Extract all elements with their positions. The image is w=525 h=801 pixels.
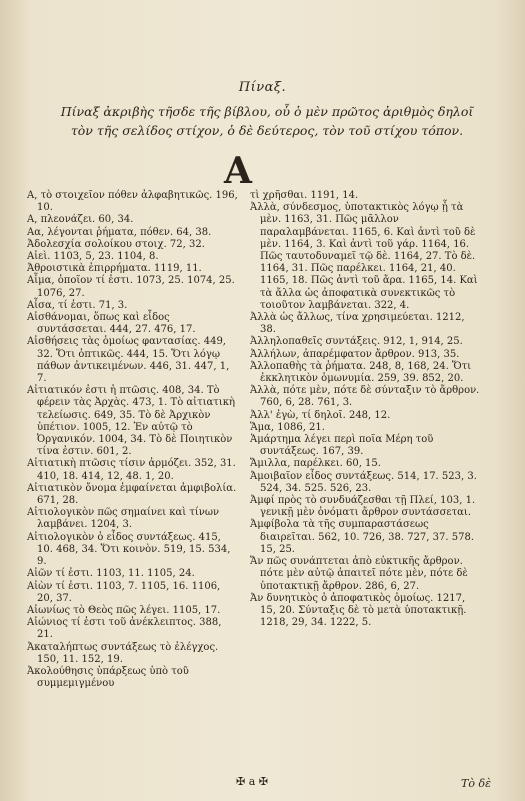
index-entry: Ἀδολεσχία σολοίκου στοιχ. 72, 32.	[27, 238, 205, 250]
index-entry: Ἀν δυνητικὸς ὁ ἀποφατικὸς ὁμοίως. 1217, 15, 20. Σύνταξις δὲ τὸ μετὰ ὑποτακτικῇ. 1218, 29, 34. 1222, 5.	[250, 592, 467, 629]
index-entry: Ἁμάρτημα λέγει περὶ ποῖα Μέρη τοῦ συντάξεως. 167, 39.	[250, 434, 434, 458]
page-title: Πίναξ.	[238, 80, 287, 95]
index-entry: Ἀλλὰ, σύνδεσμος, ὑποτακτικὸς λόγῳ ᾗ τὰ μὲν. 1163, 31. Πῶς μᾶλλον παραλαμβάνεται. 1165, 6. Καὶ ἀντὶ τοῦ δὲ μὲν. 1164, 3. Καὶ ἀντὶ τοῦ γάρ. 1164, 16. Πῶς ταυτοδυναμεῖ τῷ δὲ. 1164, 27. Τὸ δὲ. 1164, 31. Πῶς παρέλκει. 1164, 21, 40. 1165, 18. Πῶς ἀντὶ τοῦ ἄρα. 1165, 14. Καὶ τὰ ἄλλα ὡς ἀποφατικὰ συνεκτικῶς τὸ τοιοῦτον λαμβάνεται. 322, 4.	[250, 202, 478, 311]
index-entry: Αἰτιατικόν ἐστι ἡ πτῶσις. 408, 34. Τὸ φέρειν τὰς Ἀρχὰς. 473, 1. Τὸ αἰτιατικὴ τελείωσις. 649, 35. Τὸ δὲ Ἀρχικὸν ὑπέτιον. 1005, 12. Ἐν αὐτῷ τὸ Ὀργανικόν. 1004, 34. Τὸ δὲ Ποιητικὸν τίνα ἐστιν. 601, 2.	[27, 385, 235, 458]
index-entry: Αἰσθάνομαι, ὅπως καὶ εἶδος συντάσσεται. 444, 27. 476, 17.	[27, 312, 196, 336]
index-entry: Ἀλλήλων, ἀπαρέμφατον ἄρθρον. 913, 35.	[250, 348, 460, 360]
index-entry: Αἰῶν τί ἐστι. 1103, 11. 1105, 24.	[27, 568, 195, 580]
index-entry: Αἰωνίως τὸ Θεὸς πῶς λέγει. 1105, 17.	[27, 604, 221, 616]
index-entry: Ἀμφί πρὸς τὸ συνδυάζεσθαι τῇ Πλεί, 103, 1. γενικῇ μὲν ὀνόματι ἄρθρον συντάσσεται.	[250, 495, 476, 519]
index-entry: Ἀλλοπαθὴς τὰ ῥήματα. 248, 8, 168, 24. Ὅτι ἐκκλητικὸν ὁμωνυμία. 259, 39. 852, 20.	[250, 360, 472, 385]
index-introduction: Πίναξ ἀκριβὴς τῆσδε τῆς βίβλου, οὗ ὁ μὲν πρῶτος ἀριθμὸς δηλοῖ τὸν τῆς σελίδος στίχον, ὁ δὲ δεύτερος, τὸν τοῦ στίχου τόπον.	[60, 104, 474, 138]
left-column	[27, 190, 239, 690]
index-entry: Ἀκαταλήπτως συντάξεως τὸ ἐλέγχος. 150, 11. 152, 19.	[27, 641, 219, 665]
index-entry: Αἷμα, ὁποῖον τί ἐστι. 1073, 25. 1074, 25. 1076, 27.	[27, 275, 235, 299]
index-entry: Ἀκολούθησις ὑπάρξεως ὑπὸ τοῦ συμμεμιγμένου	[27, 665, 189, 690]
index-entry: Α, τὸ στοιχεῖον πόθεν ἀλφαβητικῶς. 196, 10.	[27, 190, 238, 214]
index-entry: Ἀμφίβολα τὰ τῆς συμπαραστάσεως διαιρεῖται. 562, 10. 726, 38. 727, 37. 578. 15, 25.	[250, 519, 475, 555]
index-entry: Ἀλλὰ ὡς ἄλλως, τίνα χρησιμεύεται. 1212, 38.	[250, 312, 465, 336]
index-entry: Ἀθροιστικὰ ἐπιρρήματα. 1119, 11.	[27, 263, 202, 275]
index-entry: Ἄμιλλα, παρέλκει. 60, 15.	[250, 458, 381, 470]
index-entry: Ἀλληλοπαθεῖς συντάξεις. 912, 1, 914, 25.	[250, 336, 463, 348]
index-entry: Αἰτιολογικὸν ὁ εἶδος συντάξεως. 415, 10. 468, 34. Ὅτι κοινὸν. 519, 15. 534, 9.	[27, 531, 231, 568]
index-entry: Αἰὼν τί ἐστι. 1103, 7. 1105, 16. 1106, 20, 37.	[27, 580, 221, 604]
index-entry: Αα, λέγονται ῥήματα, πόθεν. 64, 38.	[27, 226, 212, 238]
index-entry: Ἅμα, 1086, 21.	[250, 421, 325, 433]
catchword: Τὸ δὲ	[461, 777, 491, 790]
index-entry: Ἄν πῶς συνάπτεται ἀπὸ εὐκτικῆς ἄρθρον. πότε μὲν αὐτῷ ἀπαιτεῖ πότε μὲν, πότε δὲ ὑποτακτικῇ ἄρθρον. 286, 6, 27.	[250, 556, 468, 592]
index-entry: Αἰτιατικὴ πτῶσις τίσιν ἁρμόζει. 352, 31. 410, 18. 414, 12, 48. 1, 20.	[27, 458, 236, 482]
index-entry: Αἶσα, τί ἐστι. 71, 3.	[27, 299, 128, 311]
index-entry: Α, πλεονάζει. 60, 34.	[27, 214, 134, 226]
index-entry: Ἀλλ' ἐγὼ, τί δηλοῖ. 248, 12.	[250, 409, 391, 421]
index-entry: τὶ χρῆσθαι. 1191, 14.	[250, 190, 359, 201]
section-letter: Α	[224, 150, 252, 192]
index-entry: Ἀμοιβαῖον εἶδος συντάξεως. 514, 17. 523, 3. 524, 34. 525. 526, 23.	[250, 470, 477, 494]
index-entry: Ἀλλὰ, πότε μὲν, πότε δὲ σύνταξιν τὸ ἄρθρον. 760, 6, 28. 761, 3.	[250, 385, 480, 409]
index-entry: Αἰσθήσεις τὰς ὁμοίως φαντασίας. 449, 32. Ὅτι ὀπτικῶς. 444, 15. Ὅτι λόγῳ πάθων ἀντικειμένων. 446, 31. 447, 1, 7.	[27, 336, 230, 385]
index-entry: Αἰτιολογικὸν πῶς σημαίνει καὶ τίνων λαμβάνει. 1204, 3.	[27, 507, 220, 531]
index-entry: Αἰεὶ. 1103, 5, 23. 1104, 8.	[27, 251, 159, 263]
index-entry: Αἰώνιος τί ἐστι τοῦ ἀνέκλειπτος. 388, 21.	[27, 617, 222, 641]
index-entry: Αἰτιατικὸν ὄνομα ἐμφαίνεται ἀμφιβολία. 671, 28.	[27, 482, 237, 507]
signature-mark: ✠ a ✠	[236, 775, 268, 788]
right-column	[250, 190, 480, 629]
